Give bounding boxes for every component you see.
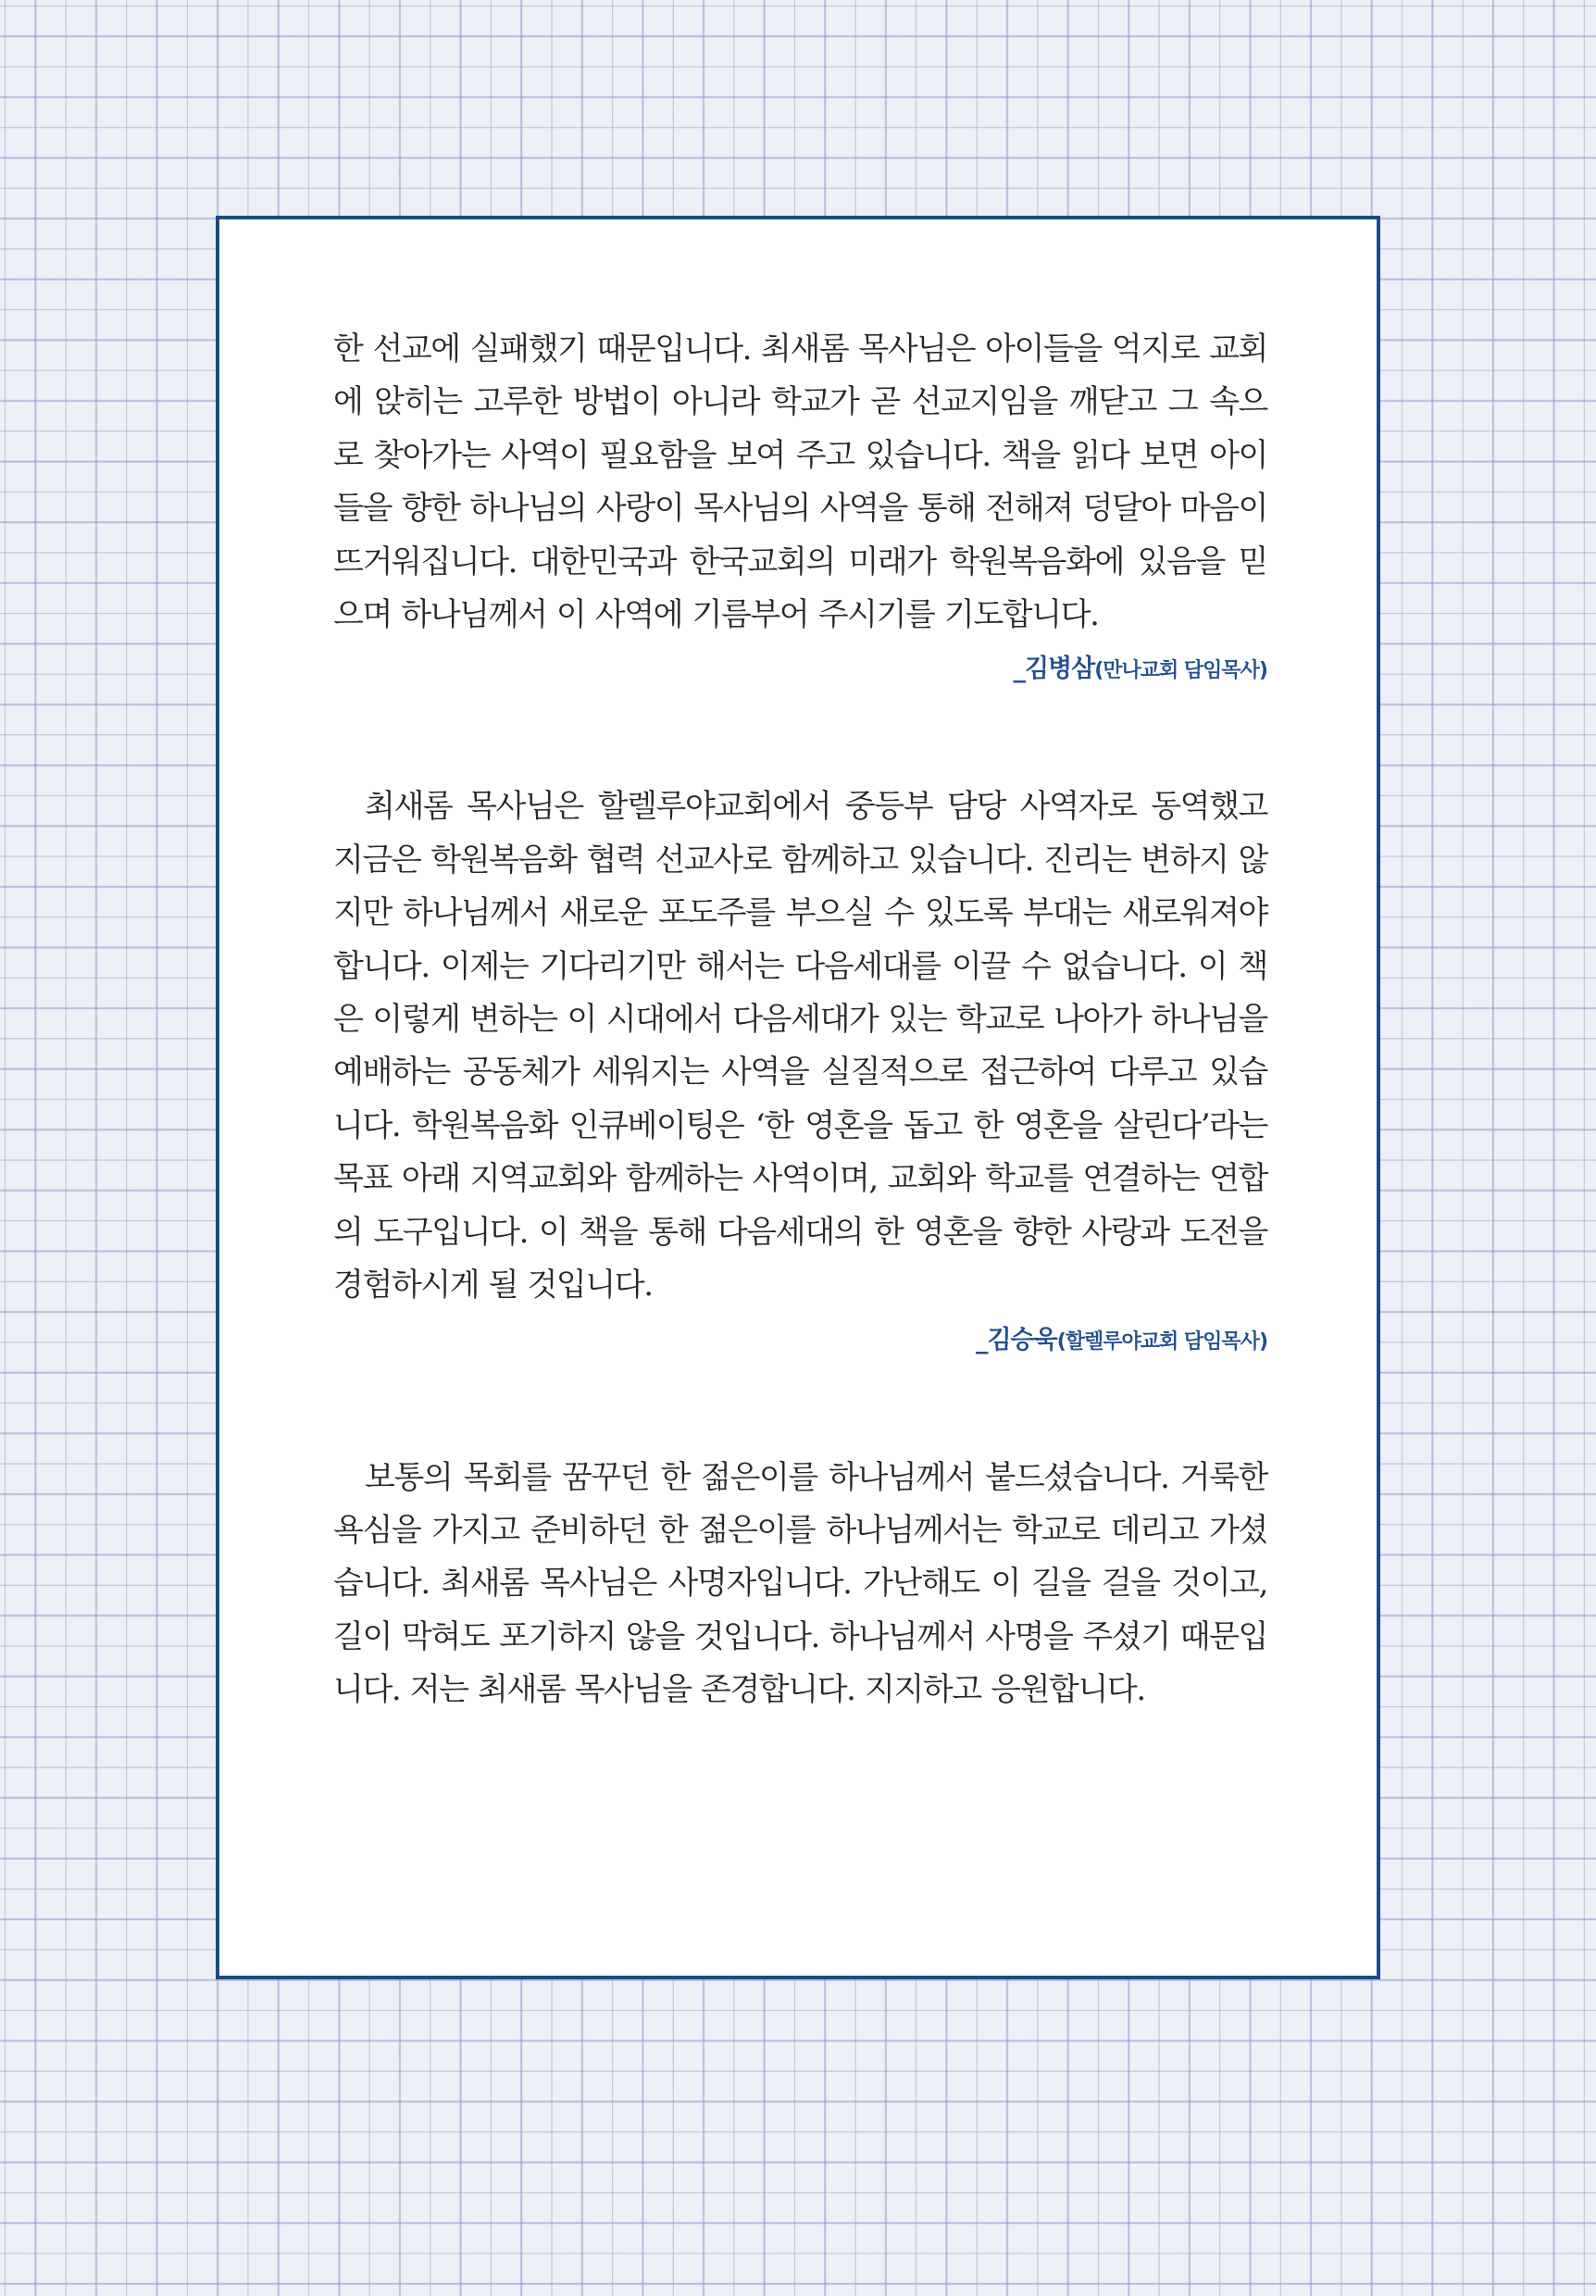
endorsement-signature-2 bbox=[333, 1319, 1267, 1355]
paragraph-spacer bbox=[333, 1355, 1267, 1452]
endorsement-frame bbox=[216, 216, 1380, 1979]
endorsement-paragraph-1: 한 선교에 실패했기 때문입니다. 최새롬 목사님은 아이들을 억지로 교회에 앉히는 고루한 방법이 아니라 학교가 곧 선교지임을 깨닫고 그 속으로 찾아가는 사역이 필요함을 보여 주고 있습니다. 책을 읽다 보면 아이들을 향한 하나님의 사랑이 목사님의 사역을 통해 전해져 덩달아 마음이 뜨거워집니다. 대한민국과 한국교회의 미래가 학원복음화에 있음을 믿으며 하나님께서 이 사역에 기름부어 주시기를 기도합니다. bbox=[333, 331, 1278, 634]
paragraph-spacer bbox=[333, 684, 1267, 780]
endorsement-paragraph-3: 보통의 목회를 꿈꾸던 한 젊은이를 하나님께서 붙드셨습니다. 거룩한 욕심을 가지고 준비하던 한 젊은이를 하나님께서는 학교로 데리고 가셨습니다. 최새롬 목사님은 사명자입니다. 가난해도 이 길을 걸을 것이고, 길이 막혀도 포기하지 않을 것입니다. 하나님께서 사명을 주셨기 때문입니다. 저는 최새롬 목사님을 존경합니다. 지지하고 응원합니다. bbox=[333, 1458, 1278, 1709]
endorsement-content bbox=[333, 323, 1278, 1717]
signature-name-2: _김승욱 bbox=[975, 1325, 1057, 1354]
endorsement-signature-1 bbox=[333, 648, 1267, 684]
endorsement-paragraph-2: 최새롬 목사님은 할렐루야교회에서 중등부 담당 사역자로 동역했고 지금은 학원복음화 협력 선교사로 함께하고 있습니다. 진리는 변하지 않지만 하나님께서 새로운 포도주를 부으실 수 있도록 부대는 새로워져야 합니다. 이제는 기다리기만 해서는 다음세대를 이끌 수 없습니다. 이 책은 이렇게 변하는 이 시대에서 다음세대가 있는 학교로 나아가 하나님을 예배하는 공동체가 세워지는 사역을 실질적으로 접근하여 다루고 있습니다. 학원복음화 인큐베이팅은 ‘한 영혼을 돕고 한 영혼을 살린다’라는 목표 아래 지역교회와 함께하는 사역이며, 교회와 학교를 연결하는 연합의 도구입니다. 이 책을 통해 다음세대의 한 영혼을 향한 사랑과 도전을 경험하시게 될 것입니다. bbox=[333, 788, 1278, 1304]
signature-name-1: _김병삼 bbox=[1013, 655, 1095, 684]
signature-role-2: (할렐루야교회 담임목사) bbox=[1056, 1329, 1267, 1354]
signature-role-1: (만나교회 담임목사) bbox=[1094, 659, 1267, 683]
